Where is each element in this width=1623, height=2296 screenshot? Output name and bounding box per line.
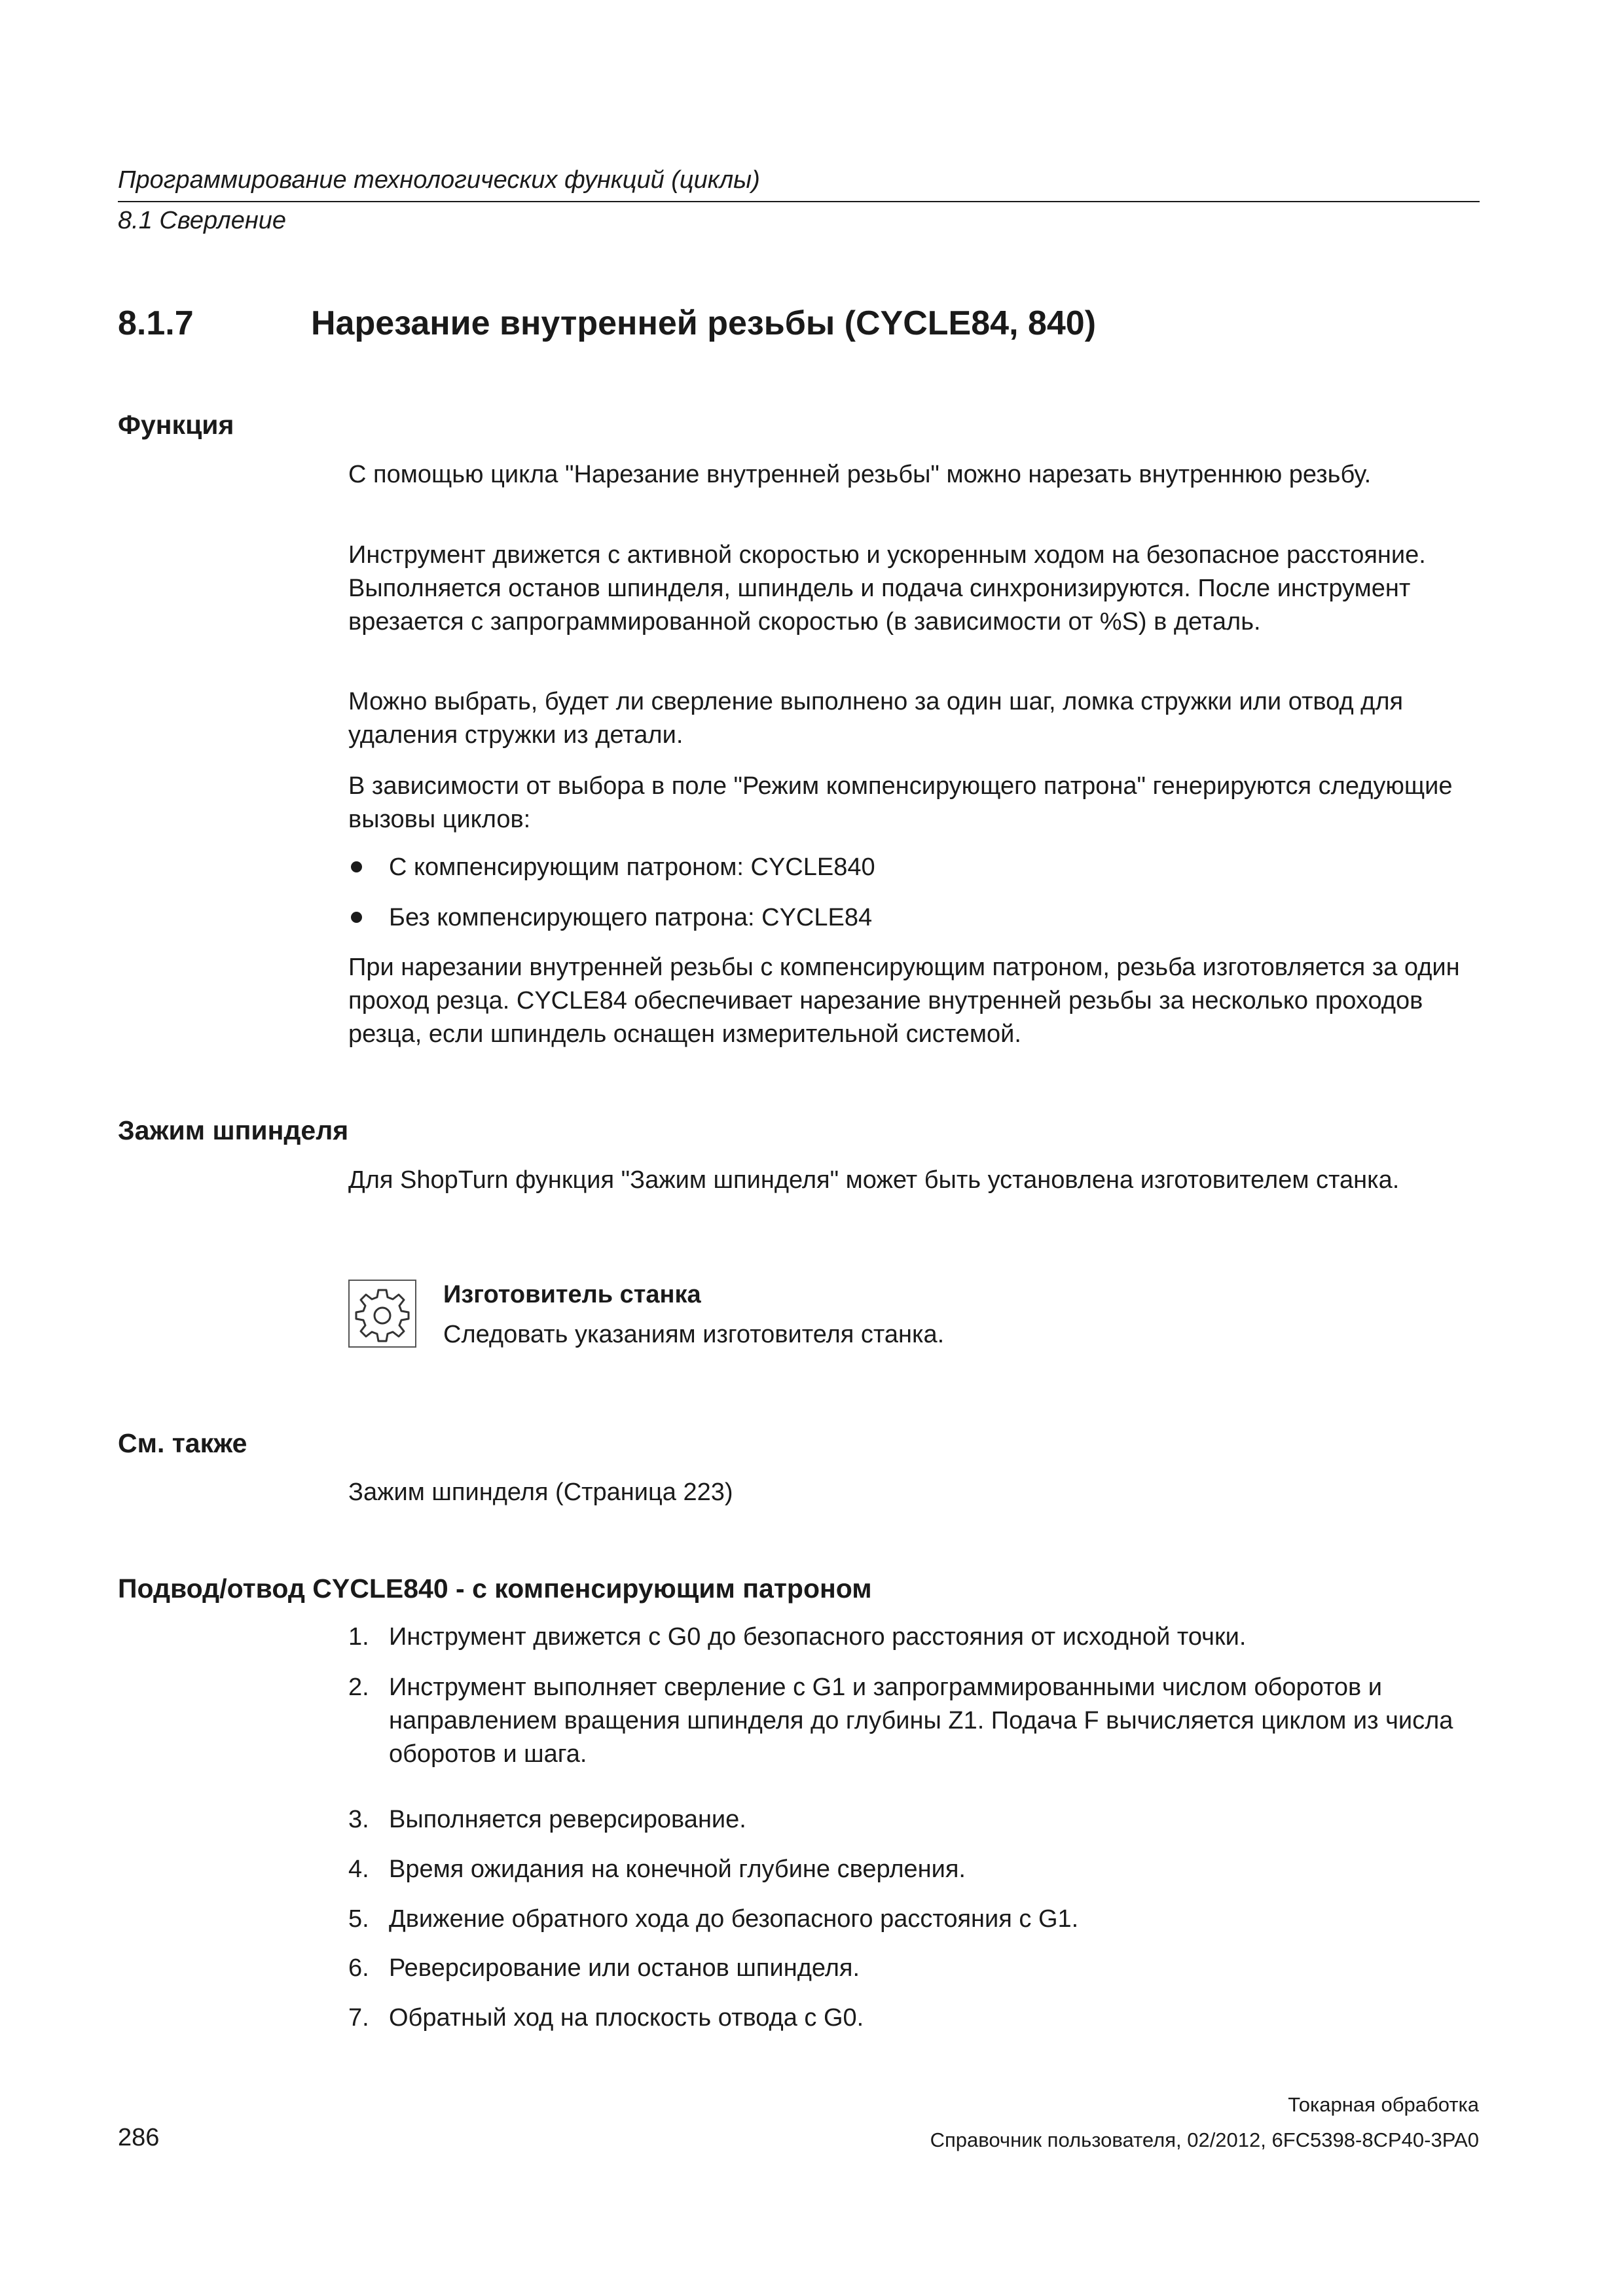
step-text: Реверсирование или останов шпинделя. <box>389 1954 860 1982</box>
section-number: 8.1.7 <box>118 304 194 342</box>
bullet-text: С компенсирующим патроном: CYCLE840 <box>389 853 875 881</box>
step-number: 1. <box>348 1623 369 1651</box>
bullet-text: Без компенсирующего патрона: CYCLE84 <box>389 904 873 931</box>
step-text: Инструмент выполняет сверление с G1 и запрограммированными числом оборотов и направлением вращения шпинделя до глубины Z1. Подача F вычисляется циклом из числа оборотов и шага. <box>389 1674 1453 1768</box>
step-number: 2. <box>348 1674 369 1701</box>
function-paragraph-2-text: Инструмент движется с активной скоростью и ускоренным ходом на безопасное расстояние. Выполняется останов шпинделя, шпиндель и подача синхронизируются. После инструмент врезается с запрограммированной скоростью (в зависимости от %S) в деталь. <box>348 541 1426 636</box>
function-paragraph-2 <box>348 539 1487 639</box>
spindle-clamp-paragraph <box>348 1164 1487 1197</box>
see-also-link[interactable]: Зажим шпинделя (Страница 223) <box>348 1479 733 1506</box>
function-paragraph-1-text: С помощью цикла "Нарезание внутренней резьбы" можно нарезать внутреннюю резьбу. <box>348 461 1372 488</box>
function-heading: Функция <box>118 410 234 440</box>
step-text: Выполняется реверсирование. <box>389 1806 746 1833</box>
function-paragraph-1 <box>348 458 1487 492</box>
function-paragraph-3-text: Можно выбрать, будет ли сверление выполнено за один шаг, ломка стружки или отвод для удаления стружки из детали. <box>348 688 1404 749</box>
header-divider <box>118 201 1480 202</box>
step-number: 5. <box>348 1905 369 1933</box>
section-title: Нарезание внутренней резьбы (CYCLE84, 840) <box>311 304 1097 342</box>
see-also-heading: См. также <box>118 1428 247 1458</box>
spindle-clamp-heading: Зажим шпинделя <box>118 1115 349 1145</box>
step-number: 6. <box>348 1954 369 1982</box>
note-text: Следовать указаниям изготовителя станка. <box>443 1321 945 1348</box>
note-icon-frame <box>348 1280 416 1348</box>
function-closing-text: При нарезании внутренней резьбы с компенсирующим патроном, резьба изготовляется за один проход резца. CYCLE84 обеспечивает нарезание внутренней резьбы за несколько проходов резца, если шпиндель оснащен измерительной системой. <box>348 954 1460 1048</box>
step-text: Обратный ход на плоскость отвода с G0. <box>389 2004 864 2032</box>
gear-icon <box>350 1281 415 1346</box>
footer-book-title: Токарная обработка <box>1288 2093 1479 2116</box>
step-number: 3. <box>348 1806 369 1833</box>
step-number: 4. <box>348 1856 369 1883</box>
footer-reference: Справочник пользователя, 02/2012, 6FC5398-8CP40-3PA0 <box>930 2128 1479 2151</box>
step-text: Движение обратного хода до безопасного расстояния с G1. <box>389 1905 1079 1933</box>
approach-heading: Подвод/отвод CYCLE840 - с компенсирующим патроном <box>118 1573 872 1604</box>
bullet-icon <box>351 912 362 923</box>
step-text: Инструмент движется с G0 до безопасного расстояния от исходной точки. <box>389 1623 1247 1651</box>
running-header-section: 8.1 Сверление <box>118 207 287 234</box>
step-text: Время ожидания на конечной глубине сверления. <box>389 1856 966 1883</box>
page-number: 286 <box>118 2124 160 2151</box>
function-paragraph-4-text: В зависимости от выбора в поле "Режим компенсирующего патрона" генерируются следующие вызовы циклов: <box>348 772 1453 833</box>
running-header-chapter: Программирование технологических функций (циклы) <box>118 166 760 194</box>
step-number: 7. <box>348 2004 369 2032</box>
note-title: Изготовитель станка <box>443 1281 701 1308</box>
function-closing-paragraph <box>348 951 1487 1051</box>
function-paragraph-4 <box>348 770 1487 836</box>
function-paragraph-3 <box>348 685 1487 752</box>
spindle-clamp-text: Для ShopTurn функция "Зажим шпинделя" может быть установлена изготовителем станка. <box>348 1166 1400 1194</box>
bullet-icon <box>351 861 362 872</box>
